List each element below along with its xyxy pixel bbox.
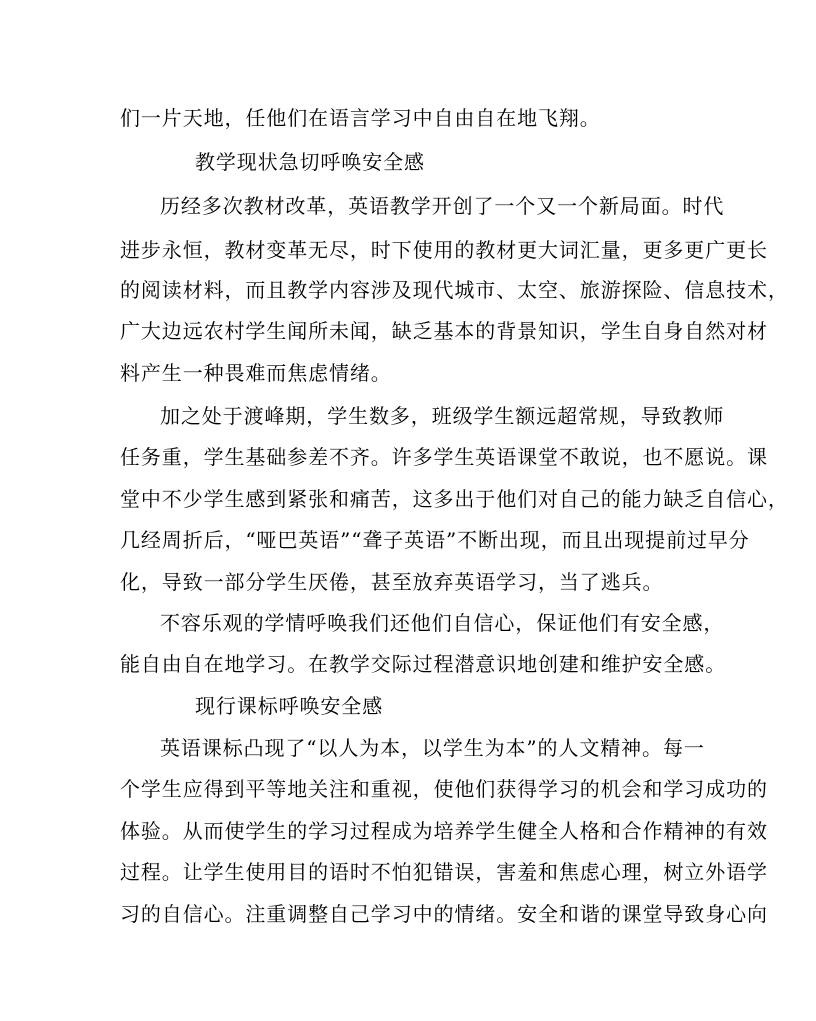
text-line: 进步永恒，教材变革无尽，时下使用的教材更大词汇量，更多更广更长 [120, 238, 768, 262]
text-line: 过程。让学生使用目的语时不怕犯错误，害羞和焦虑心理，树立外语学 [120, 860, 768, 884]
section-heading: 教学现状急切呼唤安全感 [195, 150, 425, 174]
text-line: 个学生应得到平等地关注和重视，使他们获得学习的机会和学习成功的 [120, 777, 768, 801]
text-line: 任务重，学生基础参差不齐。许多学生英语课堂不敢说，也不愿说。课 [120, 445, 768, 469]
text-line: 广大边远农村学生闻所未闻，缺乏基本的背景知识，学生自身自然对材 [120, 319, 768, 343]
text-line: 料产生一种畏难而焦虑情绪。 [120, 361, 392, 385]
text-line: 的阅读材料，而且教学内容涉及现代城市、太空、旅游探险、信息技术， [120, 278, 789, 302]
paragraph-first-line: 英语课标凸现了“以人为本，以学生为本”的人文精神。每一 [160, 736, 705, 760]
text-line: 几经周折后，“哑巴英语”“聋子英语”不断出现，而且出现提前过早分 [120, 528, 750, 552]
text-line: 习的自信心。注重调整自己学习中的情绪。安全和谐的课堂导致身心向 [120, 902, 768, 926]
paragraph-first-line: 加之处于渡峰期，学生数多，班级学生额远超常规，导致教师 [160, 404, 725, 428]
text-line: 堂中不少学生感到紧张和痛苦，这多出于他们对自己的能力缺乏自信心， [120, 487, 789, 511]
section-heading: 现行课标呼唤安全感 [195, 694, 384, 718]
paragraph-first-line: 历经多次教材改革，英语教学开创了一个又一个新局面。时代 [160, 194, 725, 218]
paragraph-first-line: 不容乐观的学情呼唤我们还他们自信心，保证他们有安全感， [160, 611, 725, 635]
text-line: 们一片天地，任他们在语言学习中自由自在地飞翔。 [120, 106, 601, 130]
text-line: 体验。从而使学生的学习过程成为培养学生健全人格和合作精神的有效 [120, 819, 768, 843]
text-line: 化，导致一部分学生厌倦，甚至放弃英语学习，当了逃兵。 [120, 570, 664, 594]
text-line: 能自由自在地学习。在教学交际过程潜意识地创建和维护安全感。 [120, 652, 727, 676]
